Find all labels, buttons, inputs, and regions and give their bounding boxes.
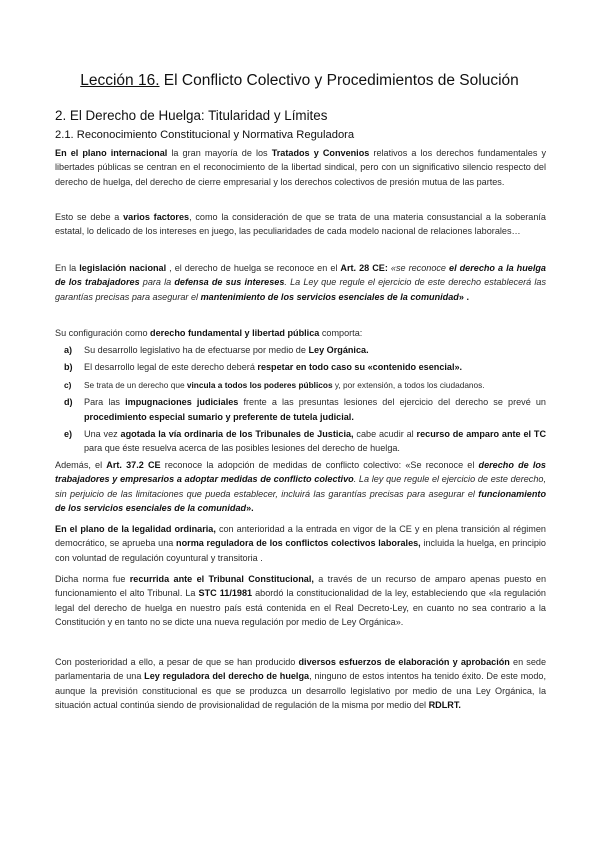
list-item: c) Se trata de un derecho que vincula a todos los poderes públicos y, por extensión, a todos los ciudadanos.: [64, 379, 485, 390]
paragraph-legislacion-nacional: En la legislación nacional , el derecho de huelga se reconoce en el Art. 28 CE: «se reconoce el derecho a la huelga de los trabajadores para la defensa de sus intereses. La Ley que regule el ejercicio de este derecho establecerá las garantías precisas para asegurar el mantenimiento de los servicios esenciales de la comunidad» .: [55, 263, 546, 302]
section-heading: 2. El Derecho de Huelga: Titularidad y Límites: [55, 108, 328, 123]
list-item: d) Para las impugnaciones judiciales frente a las presuntas lesiones del ejercicio del derecho se prevé un procedimiento especial sumario y preferente de tutela judicial.: [64, 397, 546, 422]
paragraph-art-37: Además, el Art. 37.2 CE reconoce la adopción de medidas de conflicto colectivo: «Se reconoce el derecho de los trabajadores y empresarios a adoptar medidas de conflicto colectivo. La ley que regule el ejercicio de este derecho, sin perjuicio de las limitaciones que pueda establecer, incluirá las garantías precisas para asegurar el funcionamiento de los servicios esenciales de la comunidad».: [55, 460, 546, 514]
paragraph-configuracion: Su configuración como derecho fundamental y libertad pública comporta:: [55, 328, 363, 338]
consequences-list: [60, 343, 546, 459]
subsection-heading: 2.1. Reconocimiento Constitucional y Normativa Reguladora: [55, 129, 355, 141]
paragraph-plano-internacional: En el plano internacional la gran mayoría de los Tratados y Convenios relativos a los derechos fundamentales y libertades públicas se centran en el reconocimiento de la libertad sindical, pero con un significativo silencio respecto del derecho de huelga, del derecho de cierre empresarial y los derechos colectivos de presión mutua de las partes.: [55, 148, 546, 187]
list-item: a) Su desarrollo legislativo ha de efectuarse por medio de Ley Orgánica.: [64, 345, 369, 355]
paragraph-legalidad-ordinaria: En el plano de la legalidad ordinaria, con anterioridad a la entrada en vigor de la CE y en plena transición al régimen democrático, se aprueba una norma reguladora de los conflictos colectivos laborales, incluida la huelga, en principio con voluntad de regulación coyuntural y transitoria .: [55, 524, 546, 563]
list-item: b) El desarrollo legal de este derecho deberá respetar en todo caso su «contenido esencial».: [64, 362, 463, 373]
paragraph-recurso-tc: Dicha norma fue recurrida ante el Tribunal Constitucional, a través de un recurso de amparo apenas puesto en funcionamiento el alto Tribunal. La STC 11/1981 abordó la constitucionalidad de la ley, estableciendo que «la regulación legal del derecho de huelga en nuestro país está contenida en el Real Decreto-Ley, en cuanto no sea contrario a la Constitución y en tanto no se dicte una nueva regulación por medio de Ley Orgánica».: [55, 574, 547, 628]
title-text: El Conflicto Colectivo y Procedimientos de Solución: [159, 72, 519, 89]
page-title: [0, 72, 599, 90]
paragraph-posterioridad: Con posterioridad a ello, a pesar de que se han producido diversos esfuerzos de elaboración y aprobación en sede parlamentaria de una Ley reguladora del derecho de huelga, ninguno de estos intentos ha tenido éxito. De este modo, aunque la previsión constitucional es que se produzca un desarrollo legislativo por medio de una Ley Orgánica, la situación actual continúa siendo de provisionalidad de regulación de la misma por medio del RDLRT.: [55, 657, 547, 711]
title-lesson-number: Lección 16.: [80, 72, 160, 89]
list-item: e) Una vez agotada la vía ordinaria de los Tribunales de Justicia, cabe acudir al recurso de amparo ante el TC para que éste resuelva acerca de las posibles lesiones del derecho de huelga.: [64, 429, 547, 454]
paragraph-varios-factores: Esto se debe a varios factores, como la consideración de que se trata de una materia consustancial a la soberanía estatal, lo delicado de los intereses en juego, las peculiaridades de cada modelo nacional de relaciones laborales…: [55, 212, 546, 237]
